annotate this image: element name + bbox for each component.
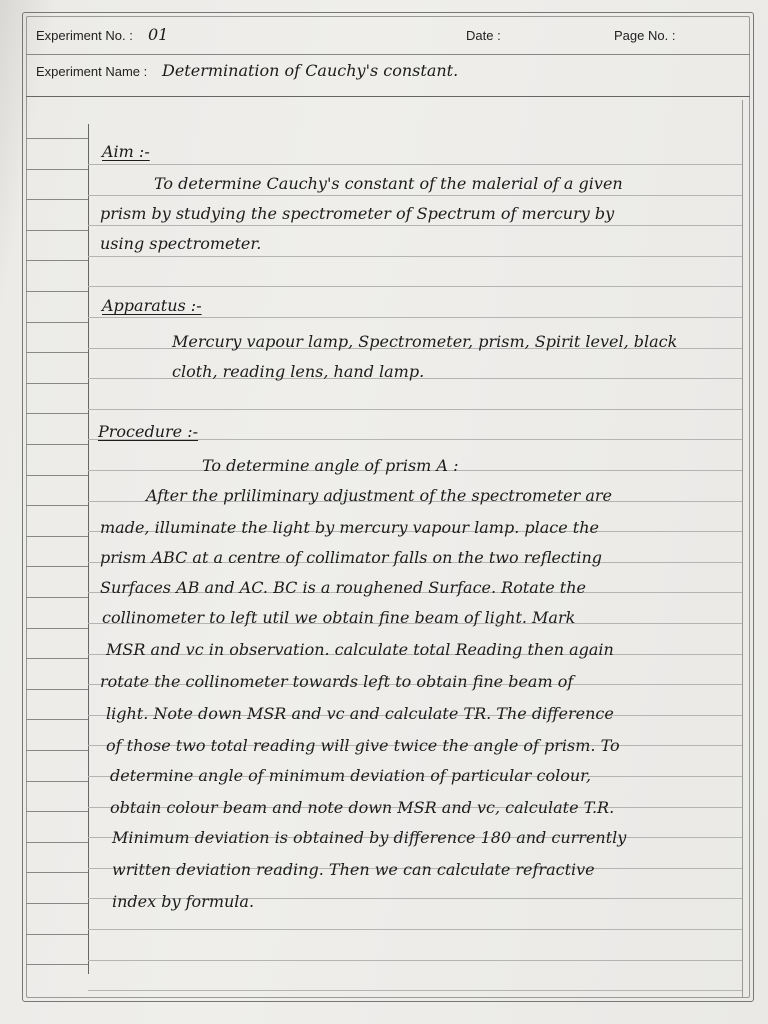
margin-cell-line bbox=[26, 689, 88, 690]
page-no-label: Page No. : bbox=[614, 28, 676, 43]
ruled-line bbox=[88, 256, 742, 257]
procedure-heading: Procedure :- bbox=[98, 422, 199, 441]
margin-cell-line bbox=[26, 536, 88, 537]
margin-cell-line bbox=[26, 322, 88, 323]
margin-cell-line bbox=[26, 413, 88, 414]
margin-cell-line bbox=[26, 750, 88, 751]
procedure-line: light. Note down MSR and vc and calculate TR. The difference bbox=[106, 704, 614, 723]
ruled-area bbox=[26, 100, 750, 998]
margin-cell-line bbox=[26, 934, 88, 935]
procedure-line: rotate the collinometer towards left to obtain fine beam of bbox=[100, 672, 574, 691]
margin-cell-line bbox=[26, 566, 88, 567]
apparatus-heading: Apparatus :- bbox=[102, 296, 202, 315]
margin-cell-line bbox=[26, 383, 88, 384]
margin-cell-line bbox=[26, 475, 88, 476]
ruled-line bbox=[88, 286, 742, 287]
experiment-name-label: Experiment Name : bbox=[36, 64, 148, 79]
apparatus-line: Mercury vapour lamp, Spectrometer, prism, Spirit level, black bbox=[172, 332, 678, 351]
procedure-line: MSR and vc in observation. calculate total Reading then again bbox=[106, 640, 614, 659]
margin-cell-line bbox=[26, 352, 88, 353]
ruled-line bbox=[88, 164, 742, 165]
procedure-line: obtain colour beam and note down MSR and vc, calculate T.R. bbox=[110, 798, 615, 817]
procedure-line: After the prliliminary adjustment of the spectrometer are bbox=[146, 486, 612, 505]
date-label: Date : bbox=[466, 28, 501, 43]
aim-line: using spectrometer. bbox=[100, 234, 262, 253]
procedure-line: index by formula. bbox=[112, 892, 255, 911]
margin-cell-line bbox=[26, 597, 88, 598]
margin-cell-line bbox=[26, 138, 88, 139]
procedure-line: Minimum deviation is obtained by difference 180 and currently bbox=[112, 828, 627, 847]
margin-cell-line bbox=[26, 811, 88, 812]
aim-heading: Aim :- bbox=[102, 142, 150, 161]
margin-cell-line bbox=[26, 260, 88, 261]
experiment-no-label: Experiment No. : bbox=[36, 28, 133, 43]
procedure-line: of those two total reading will give twice the angle of prism. To bbox=[106, 736, 620, 755]
page-header bbox=[26, 16, 750, 97]
procedure-line: collinometer to left util we obtain fine beam of light. Mark bbox=[102, 608, 576, 627]
procedure-line: determine angle of minimum deviation of particular colour, bbox=[110, 766, 592, 785]
margin-cell-line bbox=[26, 169, 88, 170]
margin-cell-line bbox=[26, 199, 88, 200]
margin-cell-line bbox=[26, 230, 88, 231]
margin-cell-line bbox=[26, 719, 88, 720]
right-edge-line bbox=[742, 100, 743, 998]
aim-line: prism by studying the spectrometer of Spectrum of mercury by bbox=[100, 204, 615, 223]
margin-cell-line bbox=[26, 872, 88, 873]
margin-column bbox=[26, 124, 89, 974]
aim-line: To determine Cauchy's constant of the malerial of a given bbox=[154, 174, 623, 193]
ruled-line bbox=[88, 225, 742, 226]
procedure-line: written deviation reading. Then we can calculate refractive bbox=[112, 860, 595, 879]
ruled-line bbox=[88, 195, 742, 196]
ruled-line bbox=[88, 409, 742, 410]
header-divider bbox=[26, 54, 750, 55]
ruled-line bbox=[88, 960, 742, 961]
margin-cell-line bbox=[26, 781, 88, 782]
margin-cell-line bbox=[26, 291, 88, 292]
margin-cell-line bbox=[26, 444, 88, 445]
margin-cell-line bbox=[26, 658, 88, 659]
margin-cell-line bbox=[26, 505, 88, 506]
procedure-line: made, illuminate the light by mercury vapour lamp. place the bbox=[100, 518, 599, 537]
margin-cell-line bbox=[26, 964, 88, 965]
experiment-no-value: 01 bbox=[148, 25, 169, 44]
ruled-line bbox=[88, 990, 742, 991]
ruled-line bbox=[88, 929, 742, 930]
margin-cell-line bbox=[26, 842, 88, 843]
procedure-subheading: To determine angle of prism A : bbox=[202, 456, 459, 475]
procedure-line: prism ABC at a centre of collimator falls on the two reflecting bbox=[100, 548, 603, 567]
procedure-line: Surfaces AB and AC. BC is a roughened Surface. Rotate the bbox=[100, 578, 587, 597]
experiment-name-value: Determination of Cauchy's constant. bbox=[162, 61, 459, 80]
apparatus-line: cloth, reading lens, hand lamp. bbox=[172, 362, 425, 381]
margin-cell-line bbox=[26, 903, 88, 904]
ruled-line bbox=[88, 317, 742, 318]
margin-cell-line bbox=[26, 628, 88, 629]
